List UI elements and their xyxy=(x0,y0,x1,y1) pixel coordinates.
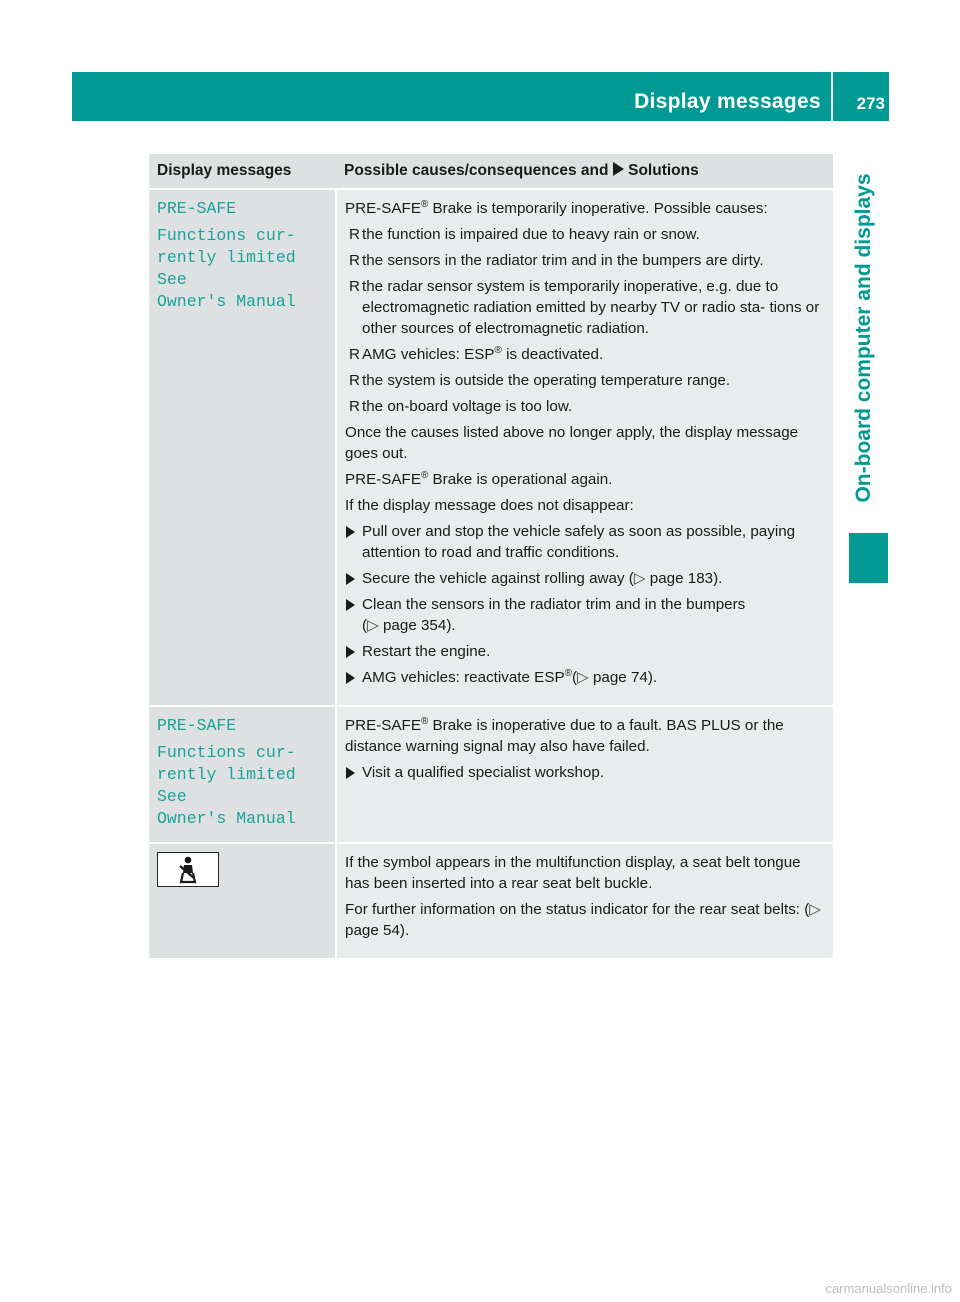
list-item xyxy=(345,370,827,391)
text-span: PRE-SAFE xyxy=(345,717,421,734)
table-header-row xyxy=(149,154,833,189)
list-item-text: is deactivated. xyxy=(501,346,604,363)
action-arrow-icon xyxy=(346,767,355,779)
action-list xyxy=(345,521,827,688)
registered-mark: ® xyxy=(494,344,502,356)
action-text: Clean the sensors in the radiator trim and in the bumpers xyxy=(362,596,746,613)
action-item: AMG vehicles: reactivate ESP®(▷ page 74). xyxy=(345,667,827,688)
display-messages-table xyxy=(149,154,833,958)
page-ref-icon: ▷ xyxy=(367,617,379,634)
list-item-text: the system is outside the operating temperature range. xyxy=(362,372,731,389)
action-arrow-icon xyxy=(346,646,355,658)
paragraph: If the display message does not disappear: xyxy=(345,497,634,514)
list-item xyxy=(345,250,827,271)
action-arrow-icon xyxy=(346,599,355,611)
text-span: PRE-SAFE xyxy=(345,200,421,217)
table-row xyxy=(149,189,833,706)
action-arrow-icon xyxy=(346,526,355,538)
action-text: Visit a qualified specialist workshop. xyxy=(362,764,604,781)
bullet-icon: R xyxy=(349,398,360,415)
message-text-line: rently limited See xyxy=(157,248,296,289)
text-span: Brake is temporarily inoperative. Possible causes: xyxy=(428,200,768,217)
action-text: Pull over and stop the vehicle safely as soon as possible, paying attention to road and traffic conditions. xyxy=(362,523,796,561)
cause-list xyxy=(345,224,827,417)
registered-mark: ® xyxy=(420,715,429,727)
message-cell xyxy=(149,843,336,958)
registered-mark: ® xyxy=(420,469,429,481)
page-ref-link[interactable]: page 354). xyxy=(382,617,456,634)
page-number: 273 xyxy=(856,94,885,113)
message-text-line: Functions cur- xyxy=(157,743,296,762)
table-row xyxy=(149,706,833,843)
list-item xyxy=(345,276,827,339)
action-text: Secure the vehicle against rolling away ( xyxy=(362,570,634,587)
page-ref-icon: ▷ xyxy=(577,669,589,686)
message-text-line: rently limited See xyxy=(157,765,296,806)
paragraph xyxy=(345,469,827,490)
bullet-icon: R xyxy=(349,346,360,363)
message-line xyxy=(157,742,327,830)
message-text-line: Owner's Manual xyxy=(157,292,296,311)
solution-cell xyxy=(336,706,833,843)
column-header-messages: Display messages xyxy=(149,154,336,189)
bullet-icon: R xyxy=(349,252,360,269)
page-ref-link[interactable]: page 74). xyxy=(592,669,658,686)
action-item: Clean the sensors in the radiator trim and in the bumpers (▷ page 354). xyxy=(345,594,827,636)
message-line xyxy=(157,225,327,313)
list-item-text: the function is impaired due to heavy rain or snow. xyxy=(362,226,700,243)
page-ref-link[interactable]: page 54). xyxy=(345,922,410,939)
action-text: Restart the engine. xyxy=(362,643,491,660)
action-item xyxy=(345,762,827,783)
list-item-text: AMG vehicles: ESP xyxy=(362,346,495,363)
column-header-causes: Possible causes/consequences and xyxy=(344,162,609,179)
message-cell xyxy=(149,706,336,843)
column-header-solutions-label: Solutions xyxy=(628,162,699,179)
seat-belt-icon xyxy=(175,856,201,884)
intro-text xyxy=(345,198,827,219)
action-arrow-icon xyxy=(346,672,355,684)
chapter-tab-marker xyxy=(849,533,888,583)
solution-cell xyxy=(336,189,833,706)
text-span: PRE-SAFE xyxy=(345,471,421,488)
header-bar xyxy=(72,72,889,121)
chapter-tab-label: On-board computer and displays xyxy=(852,173,875,503)
registered-mark: ® xyxy=(564,667,572,679)
message-text-line: Owner's Manual xyxy=(157,809,296,828)
paragraph: If the symbol appears in the multifunction display, a seat belt tongue has been inserted into a rear seat belt buckle. xyxy=(345,854,801,892)
message-text-line: Functions cur- xyxy=(157,226,296,245)
paragraph: Once the causes listed above no longer apply, the display message goes out. xyxy=(345,424,799,462)
action-item xyxy=(345,641,827,662)
chapter-tab xyxy=(844,148,884,528)
action-item xyxy=(345,521,827,563)
paragraph xyxy=(345,715,827,757)
page-ref-icon: ▷ xyxy=(633,570,646,587)
list-item-text: the sensors in the radiator trim and in the bumpers are dirty. xyxy=(362,252,764,269)
table-row xyxy=(149,843,833,958)
action-item xyxy=(345,568,827,589)
text-span: Brake is inoperative due to a fault. BAS PLUS or the distance warning signal may also have failed. xyxy=(345,717,784,755)
bullet-icon: R xyxy=(349,278,360,295)
list-item-text: the on-board voltage is too low. xyxy=(362,398,573,415)
solution-cell xyxy=(336,843,833,958)
list-item-text: the radar sensor system is temporarily inoperative, e.g. due to electromagnetic radiation emitted by nearby TV or radio sta- tions or other sources of electromagnetic radiation. xyxy=(362,278,820,337)
section-title: Display messages xyxy=(634,90,821,113)
text-span: For further information on the status indicator for the rear seat belts: ( xyxy=(345,901,810,918)
bullet-icon: R xyxy=(349,372,360,389)
bullet-icon: R xyxy=(349,226,360,243)
action-list xyxy=(345,762,827,783)
action-arrow-icon xyxy=(346,573,355,585)
watermark: carmanualsonline.info xyxy=(825,1281,952,1296)
registered-mark: ® xyxy=(420,198,429,210)
list-item xyxy=(345,396,827,417)
message-title: PRE-SAFE xyxy=(157,716,237,735)
message-cell xyxy=(149,189,336,706)
action-text: AMG vehicles: reactivate ESP xyxy=(362,669,565,686)
message-title: PRE-SAFE xyxy=(157,199,237,218)
header-divider xyxy=(831,72,833,121)
text-span: Brake is operational again. xyxy=(428,471,613,488)
seat-belt-symbol-box xyxy=(157,852,219,887)
list-item xyxy=(345,224,827,245)
paragraph xyxy=(345,899,827,941)
column-header-solutions xyxy=(336,154,833,189)
solution-arrow-icon xyxy=(613,162,624,176)
page-ref-link[interactable]: page 183). xyxy=(649,570,723,587)
list-item xyxy=(345,344,827,365)
page-ref-icon: ▷ xyxy=(809,901,821,918)
